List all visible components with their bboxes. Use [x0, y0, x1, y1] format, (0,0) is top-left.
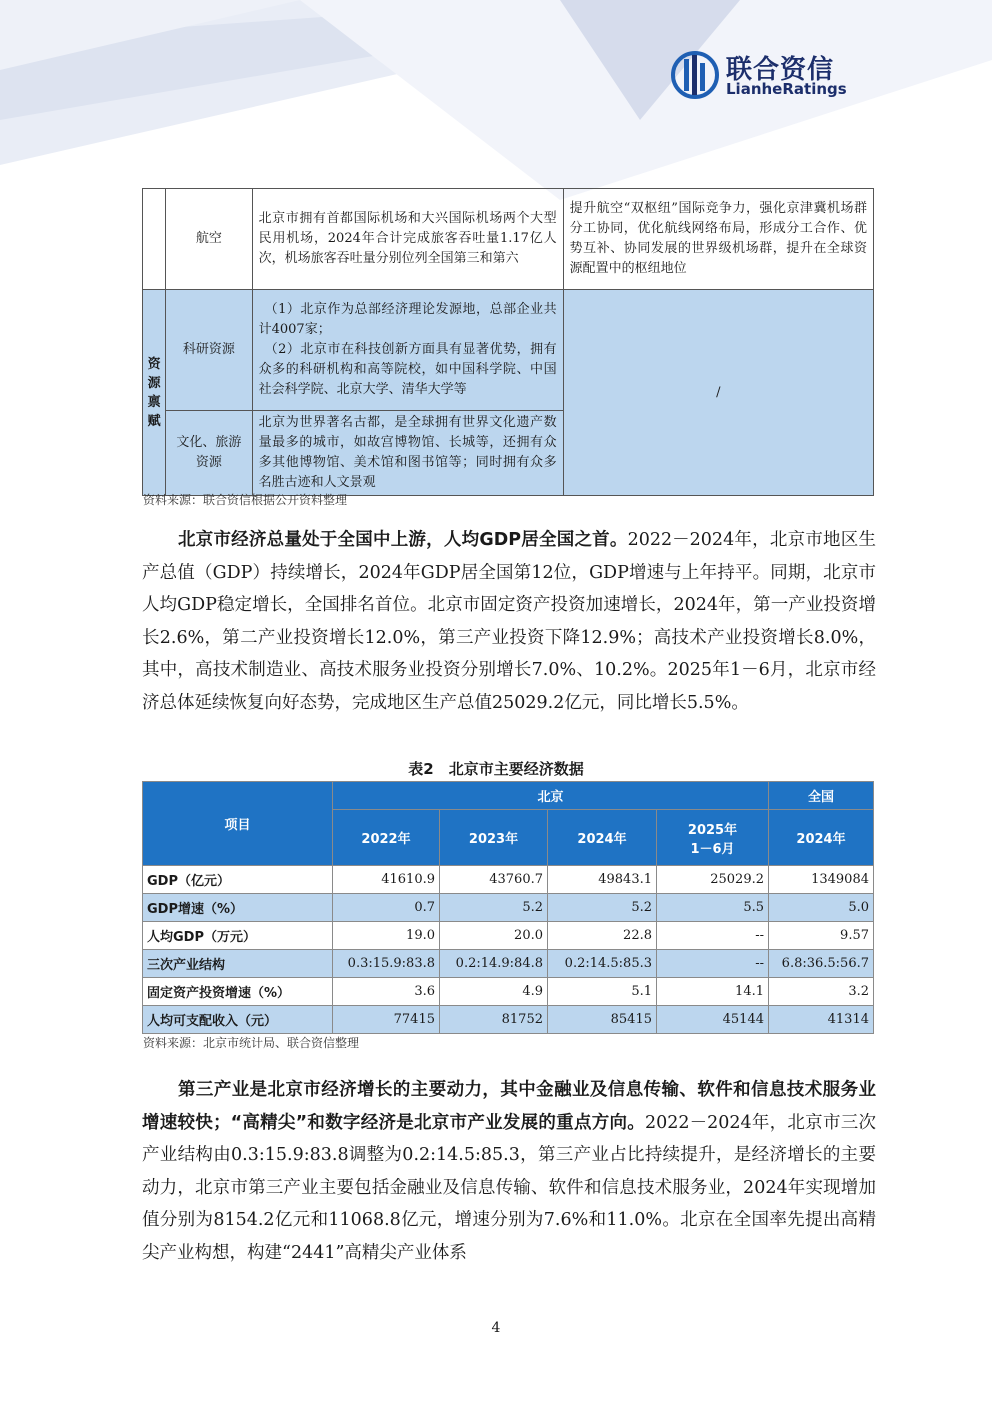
company-logo — [670, 47, 860, 107]
header-year: 2024年 — [769, 810, 874, 866]
table-cell: 43760.7 — [440, 866, 548, 894]
table-cell: 9.57 — [769, 922, 874, 950]
table-cell: 0.2:14.5:85.3 — [548, 950, 657, 978]
table-cell: 5.5 — [657, 894, 769, 922]
header-national: 全国 — [769, 782, 874, 810]
row-label: 固定资产投资增速（%） — [143, 978, 333, 1006]
category-cell — [143, 290, 166, 496]
lianhe-logo-icon — [670, 49, 720, 101]
table-cell: 6.8:36.5:56.7 — [769, 950, 874, 978]
header-item: 项目 — [143, 782, 333, 866]
row-label: 三次产业结构 — [143, 950, 333, 978]
resource-table — [142, 188, 874, 496]
row-label: 人均可支配收入（元） — [143, 1006, 333, 1034]
table-cell: 22.8 — [548, 922, 657, 950]
table-cell: 0.7 — [333, 894, 440, 922]
description-line: （2）北京市在科技创新方面具有显著优势，拥有众多的科研机构和高等院校，如中国科学院、中国社会科学院、北京大学、清华大学等 — [258, 342, 557, 397]
sub-category-cell: 文化、旅游资源 — [166, 411, 252, 496]
table-cell: 41610.9 — [333, 866, 440, 894]
header-beijing: 北京 — [333, 782, 769, 810]
description-cell: 北京市拥有首都国际机场和大兴国际机场两个大型民用机场，2024年合计完成旅客吞吐量1.17亿人次，机场旅客吞吐量分别位列全国第三和第六 — [252, 189, 563, 290]
economy-table — [142, 781, 874, 1034]
body-paragraph — [142, 524, 876, 719]
description-cell — [252, 290, 563, 411]
sub-category-cell: 科研资源 — [166, 290, 252, 411]
table-cell: 3.6 — [333, 978, 440, 1006]
table-cell: 49843.1 — [548, 866, 657, 894]
table-cell: 85415 — [548, 1006, 657, 1034]
header-year: 2022年 — [333, 810, 440, 866]
paragraph-text: 2022－2024年，北京市地区生产总值（GDP）持续增长，2024年GDP居全国第12位，GDP增速与上年持平。同期，北京市人均GDP稳定增长，全国排名首位。北京市固定资产投资加速增长，2024年，第一产业投资增长2.6%，第二产业投资增长12.0%，第三产业投资下降12.9%；高技术产业投资增长8.0%，其中，高技术制造业、高技术服务业投资分别增长7.0%、10.2%。2025年1－6月，北京市经济总体延续恢复向好态势，完成地区生产总值25029.2亿元，同比增长5.5%。 — [142, 530, 876, 713]
table-cell: 0.2:14.9:84.8 — [440, 950, 548, 978]
category-label: 资源禀赋 — [147, 356, 161, 429]
paragraph-lead: 北京市经济总量处于全国中上游，人均GDP居全国之首。 — [178, 530, 628, 550]
body-paragraph — [142, 1074, 876, 1269]
table-cell: 20.0 — [440, 922, 548, 950]
plan-cell: / — [563, 290, 873, 496]
table-row — [143, 894, 874, 922]
table-cell: 5.0 — [769, 894, 874, 922]
table-cell: 5.2 — [440, 894, 548, 922]
table-source-note: 资料来源：联合资信根据公开资料整理 — [143, 493, 348, 507]
table-row — [143, 290, 874, 411]
description-cell: 北京为世界著名古都，是全球拥有世界文化遗产数量最多的城市，如故宫博物馆、长城等，还拥有众多其他博物馆、美术馆和图书馆等；同时拥有众多名胜古迹和人文景观 — [252, 411, 563, 496]
table-cell: -- — [657, 922, 769, 950]
table-row — [143, 866, 874, 894]
row-label: GDP（亿元） — [143, 866, 333, 894]
table-cell: 4.9 — [440, 978, 548, 1006]
row-label: GDP增速（%） — [143, 894, 333, 922]
table-row — [143, 189, 874, 290]
header-year-label: 2025年 — [687, 822, 738, 838]
paragraph-text: 2022－2024年，北京市三次产业结构由0.3:15.9:83.8调整为0.2:14.5:85.3，第三产业占比持续提升，是经济增长的主要动力，北京市第三产业主要包括金融业及信息传输、软件和信息技术服务业，2024年实现增加值分别为8154.2亿元和11068.8亿元，增速分别为7.6%和11.0%。北京在全国率先提出高精尖产业构想，构建“2441”高精尖产业体系 — [142, 1112, 876, 1263]
table-cell: 45144 — [657, 1006, 769, 1034]
table-cell: 3.2 — [769, 978, 874, 1006]
table-row — [143, 1006, 874, 1034]
table-cell: 19.0 — [333, 922, 440, 950]
table-header-row — [143, 782, 874, 810]
table-cell: 81752 — [440, 1006, 548, 1034]
header-year-sub: 1－6月 — [690, 841, 735, 857]
logo-name-cn: 联合资信 — [726, 55, 835, 85]
header-year — [657, 810, 769, 866]
table-cell: 41314 — [769, 1006, 874, 1034]
table-cell: 5.1 — [548, 978, 657, 1006]
header-year: 2024年 — [548, 810, 657, 866]
table-cell: 77415 — [333, 1006, 440, 1034]
header-year: 2023年 — [440, 810, 548, 866]
paragraph-lead: 第三产业是北京市经济增长的主要动力，其中金融业及信息传输、软件和信息技术服务业增速较快；“高精尖”和数字经济是北京市产业发展的重点方向。 — [142, 1080, 876, 1133]
table-cell: 14.1 — [657, 978, 769, 1006]
table-cell: 0.3:15.9:83.8 — [333, 950, 440, 978]
table-row — [143, 950, 874, 978]
sub-category-cell: 航空 — [166, 189, 252, 290]
page-number: 4 — [491, 1320, 501, 1336]
table-cell: 5.2 — [548, 894, 657, 922]
table-cell: 1349084 — [769, 866, 874, 894]
row-label: 人均GDP（万元） — [143, 922, 333, 950]
table-caption: 表2 北京市主要经济数据 — [408, 760, 584, 778]
table-row — [143, 978, 874, 1006]
category-cell — [143, 189, 166, 290]
table-cell: 25029.2 — [657, 866, 769, 894]
plan-cell: 提升航空“双枢纽”国际竞争力，强化京津冀机场群分工协同，优化航线网络布局，形成分工合作、优势互补、协同发展的世界级机场群，提升在全球资源配置中的枢纽地位 — [563, 189, 873, 290]
table-source-note: 资料来源：北京市统计局、联合资信整理 — [143, 1036, 360, 1050]
description-line: （1）北京作为总部经济理论发源地，总部企业共计4007家； — [258, 302, 557, 337]
table-cell: -- — [657, 950, 769, 978]
table-row — [143, 922, 874, 950]
logo-name-en: LianheRatings — [726, 80, 847, 98]
